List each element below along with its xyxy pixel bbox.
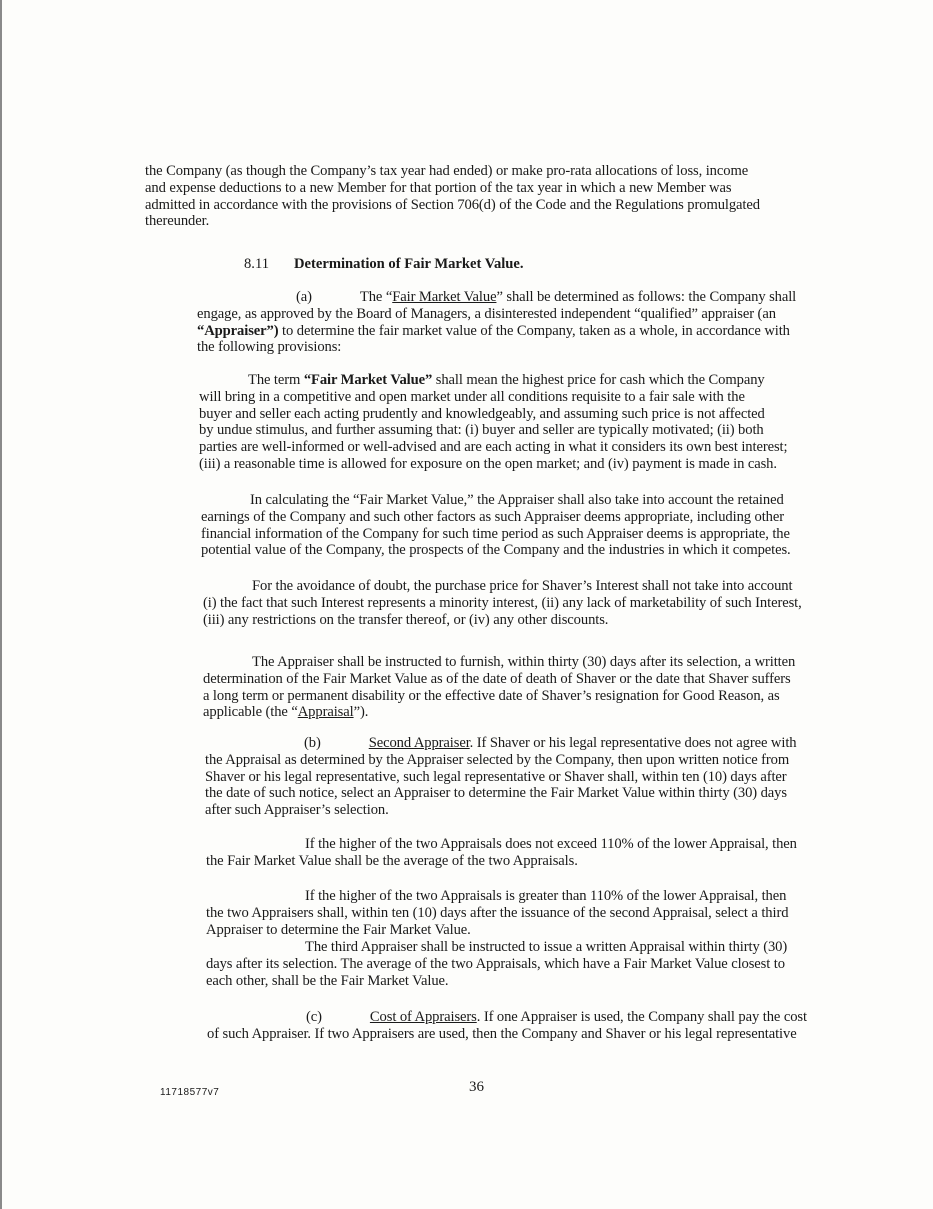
calculating-paragraph [201, 492, 791, 559]
defined-term: Second Appraiser [368, 735, 470, 751]
text-line: thereunder. [145, 213, 210, 230]
text-line: days after its selection. The average of the two Appraisals, which have a Fair Market Value closest to [206, 955, 785, 972]
text-line: applicable (the “Appraisal”). [203, 704, 369, 721]
defined-term: “Fair Market Value” [303, 372, 433, 388]
text-line: The term “Fair Market Value” shall mean the highest price for cash which the Company [248, 372, 765, 388]
text-line: (c) Cost of Appraisers. If one Appraiser is used, the Company shall pay the cost [306, 1009, 807, 1025]
text-line: after such Appraiser’s selection. [205, 802, 389, 819]
text-line: the Fair Market Value shall be the average of the two Appraisals. [206, 852, 578, 869]
text-line: earnings of the Company and such other factors as such Appraiser deems appropriate, including other [201, 508, 785, 525]
paragraph-label: (a) [296, 289, 312, 305]
text-line: potential value of the Company, the prospects of the Company and the industries in which it competes. [201, 542, 791, 559]
not-exceed-paragraph [206, 836, 797, 870]
text-line: (i) the fact that such Interest represents a minority interest, (ii) any lack of marketability of such Interest, [203, 594, 802, 611]
text-line: engage, as approved by the Board of Managers, a disinterested independent “qualified” appraiser (an [197, 305, 776, 322]
text-line: the Company (as though the Company’s tax year had ended) or make pro-rata allocations of loss, income [145, 163, 749, 179]
definition-paragraph [199, 372, 788, 473]
text-line: the following provisions: [197, 339, 342, 356]
instructed-paragraph [203, 654, 796, 721]
text-line: The Appraiser shall be instructed to furnish, within thirty (30) days after its selection, a written [252, 654, 796, 670]
text-line: In calculating the “Fair Market Value,” the Appraiser shall also take into account the retained [250, 492, 784, 508]
text-line: If the higher of the two Appraisals is greater than 110% of the lower Appraisal, then [305, 888, 787, 904]
text-line: determination of the Fair Market Value as of the date of death of Shaver or the date that Shaver suffers [203, 670, 791, 687]
text-line: For the avoidance of doubt, the purchase price for Shaver’s Interest shall not take into account [252, 578, 793, 594]
text-line: the Appraisal as determined by the Appraiser selected by the Company, then upon written notice from [205, 751, 790, 768]
third-appraiser-paragraph [206, 939, 794, 989]
avoidance-paragraph [203, 578, 802, 628]
text-line: the two Appraisers shall, within ten (10) days after the issuance of the second Appraisal, select a third [206, 904, 789, 921]
section-number: 8.11 [244, 256, 269, 272]
text-line: (b) Second Appraiser. If Shaver or his legal representative does not agree with [304, 735, 797, 751]
text-line: each other, shall be the Fair Market Value. [206, 972, 449, 989]
text-line: admitted in accordance with the provisions of Section 706(d) of the Code and the Regulations promulgated [145, 196, 760, 213]
defined-term: “Appraiser”) [197, 322, 279, 339]
section-heading [244, 256, 524, 273]
text-line: (a) The “Fair Market Value” shall be determined as follows: the Company shall [296, 289, 797, 305]
text-line: parties are well-informed or well-advised and are each acting in what it considers its own best interest; [199, 439, 788, 456]
text-line: (iii) any restrictions on the transfer thereof, or (iv) any other discounts. [203, 611, 609, 628]
text-line: Shaver or his legal representative, such legal representative or Shaver shall, within ten (10) days after [205, 768, 787, 785]
text-line: If the higher of the two Appraisals does not exceed 110% of the lower Appraisal, then [305, 836, 797, 852]
text-line: financial information of the Company for such time period as such Appraiser deems is appropriate, the [201, 525, 790, 542]
text-line: The third Appraiser shall be instructed to issue a written Appraisal within thirty (30) [305, 939, 788, 955]
text-line: of such Appraiser. If two Appraisers are used, then the Company and Shaver or his legal representative [207, 1025, 797, 1042]
defined-term: Fair Market Value [392, 289, 497, 305]
page-number: 36 [469, 1079, 484, 1095]
paragraph-label: (b) [304, 735, 321, 751]
paragraph-label: (c) [306, 1009, 322, 1025]
defined-term: Cost of Appraisers [369, 1009, 477, 1025]
text-line: the date of such notice, select an Appraiser to determine the Fair Market Value within thirty (30) days [205, 785, 787, 802]
text-line: buyer and seller each acting prudently and knowledgeably, and assuming such price is not affected [199, 405, 765, 422]
text-line: and expense deductions to a new Member for that portion of the tax year in which a new Member was [145, 179, 732, 196]
defined-term: Appraisal [297, 704, 354, 721]
intro-paragraph [145, 163, 781, 230]
text-line: a long term or permanent disability or the effective date of Shaver’s resignation for Good Reason, as [203, 687, 780, 704]
greater-paragraph [206, 888, 794, 938]
section-title: Determination of Fair Market Value. [294, 256, 524, 272]
scan-edge [0, 0, 2, 1209]
text-line: “Appraiser”) to determine the fair market value of the Company, taken as a whole, in accordance with [197, 322, 790, 339]
text-line: (iii) a reasonable time is allowed for exposure on the open market; and (iv) payment is made in cash. [199, 455, 777, 472]
paragraph-b [205, 735, 797, 819]
text-line: Appraiser to determine the Fair Market Value. [206, 921, 471, 938]
text-line: by undue stimulus, and further assuming that: (i) buyer and seller are typically motivated; (ii) both [199, 422, 764, 439]
paragraph-c [207, 1009, 807, 1043]
paragraph-a [197, 289, 797, 356]
text-line: will bring in a competitive and open market under all conditions requisite to a fair sale with the [199, 388, 745, 405]
document-id: 11718577v7 [160, 1087, 220, 1098]
